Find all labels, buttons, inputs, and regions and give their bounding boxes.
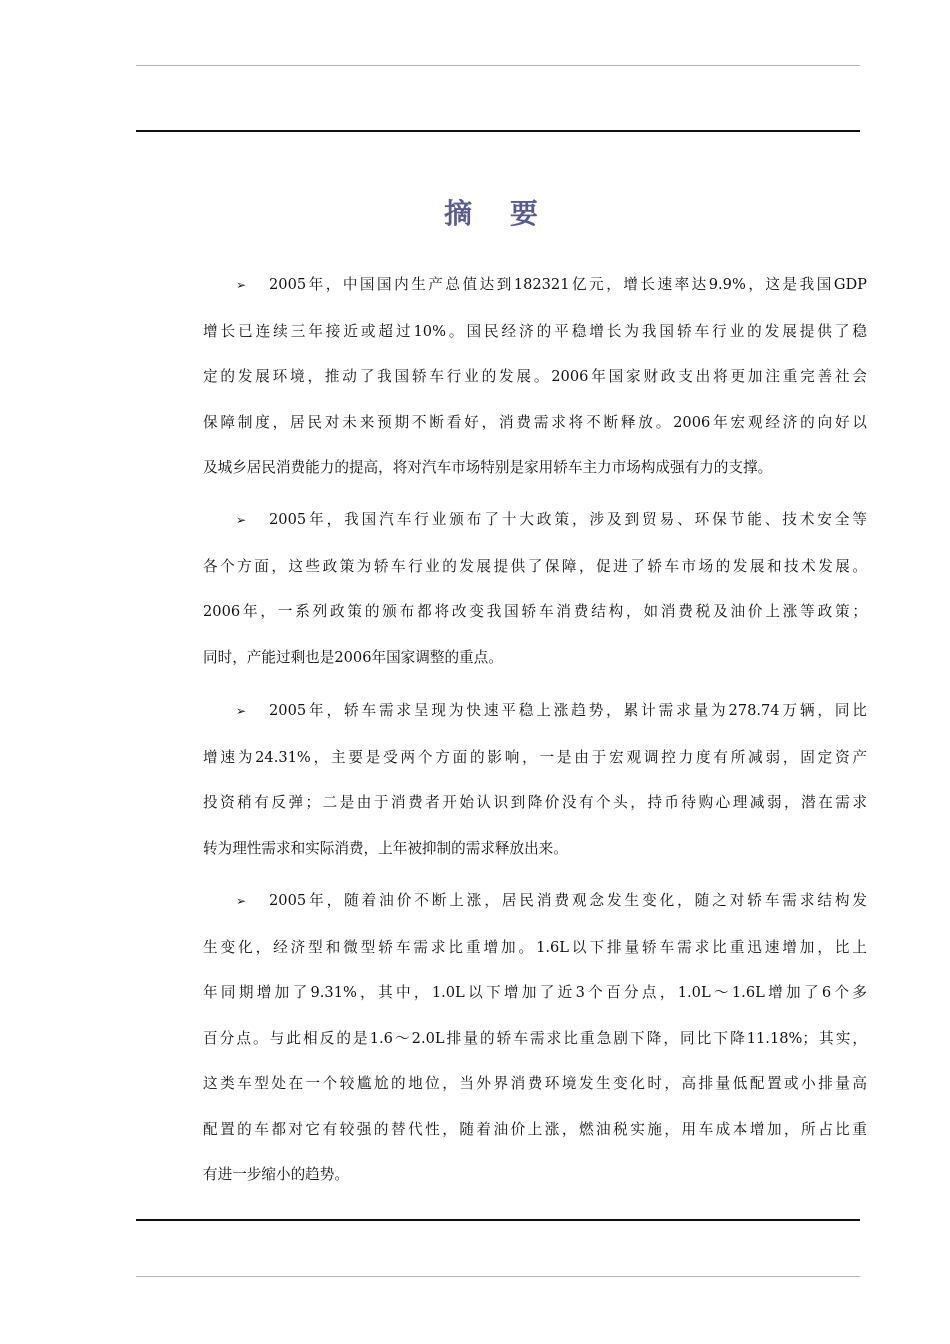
- bullet-arrow-icon: ➢: [236, 894, 247, 908]
- paragraph-line: 各个方面，这些政策为轿车行业的发展提供了保障，促进了轿车市场的发展和技术发展。: [203, 557, 867, 575]
- page-title: 摘 要: [444, 197, 552, 230]
- bullet-arrow-icon: ➢: [236, 513, 247, 527]
- paragraph-4: [203, 878, 867, 1198]
- paragraph-line: 这类车型处在一个较尴尬的地位，当外界消费环境发生变化时，高排量低配置或小排量高: [203, 1075, 867, 1092]
- paragraph-2: [203, 497, 867, 680]
- paragraph-line: ➢ 2005年，中国国内生产总值达到182321亿元，增长速率达9.9%，这是我国GDP: [203, 262, 867, 309]
- footer-thick-rule: [136, 1219, 860, 1221]
- bullet-arrow-icon: ➢: [236, 704, 247, 718]
- paragraph-line: 增长已连续三年接近或超过10%。国民经济的平稳增长为我国轿车行业的发展提供了稳: [203, 322, 867, 340]
- header-thick-rule: [136, 130, 860, 132]
- paragraph-line: 同时，产能过剩也是2006年国家调整的重点。: [203, 648, 503, 666]
- paragraph-line: 有进一步缩小的趋势。: [203, 1166, 349, 1183]
- paragraph-line: 及城乡居民消费能力的提高，将对汽车市场特别是家用轿车主力市场构成强有力的支撑。: [203, 459, 773, 476]
- paragraph-line: 转为理性需求和实际消费，上年被抑制的需求释放出来。: [203, 839, 568, 857]
- paragraph-line: ➢ 2005年，我国汽车行业颁布了十大政策，涉及到贸易、环保节能、技术安全等: [203, 497, 867, 544]
- paragraph-line: 保障制度，居民对未来预期不断看好，消费需求将不断释放。2006年宏观经济的向好以: [203, 413, 867, 431]
- paragraph-1: [203, 262, 867, 491]
- paragraph-line: 增速为24.31%，主要是受两个方面的影响，一是由于宏观调控力度有所减弱，固定资产: [203, 748, 867, 766]
- paragraph-line: 百分点。与此相反的是1.6～2.0L排量的轿车需求比重急剧下降，同比下降11.18%；其实，: [203, 1029, 867, 1047]
- header-thin-rule: [136, 65, 860, 66]
- paragraph-line: 2006年，一系列政策的颁布都将改变我国轿车消费结构，如消费税及油价上涨等政策；: [203, 603, 867, 620]
- bullet-arrow-icon: ➢: [236, 278, 247, 292]
- paragraph-line: ➢ 2005年，随着油价不断上涨，居民消费观念发生变化，随之对轿车需求结构发: [203, 878, 867, 925]
- paragraph-line: 配置的车都对它有较强的替代性，随着油价上涨，燃油税实施，用车成本增加，所占比重: [203, 1120, 867, 1138]
- paragraph-line: ➢ 2005年，轿车需求呈现为快速平稳上涨趋势，累计需求量为278.74万辆，同比: [203, 688, 867, 735]
- footer-thin-rule: [136, 1276, 860, 1277]
- paragraph-line: 年同期增加了9.31%，其中，1.0L以下增加了近3个百分点，1.0L～1.6L增加了6个多: [203, 984, 867, 1001]
- paragraph-3: [203, 688, 867, 871]
- paragraph-line: 生变化，经济型和微型轿车需求比重增加。1.6L以下排量轿车需求比重迅速增加，比上: [203, 938, 867, 956]
- paragraph-line: 定的发展环境，推动了我国轿车行业的发展。2006年国家财政支出将更加注重完善社会: [203, 368, 867, 385]
- paragraph-line: 投资稍有反弹；二是由于消费者开始认识到降价没有个头，持币待购心理减弱，潜在需求: [203, 794, 867, 811]
